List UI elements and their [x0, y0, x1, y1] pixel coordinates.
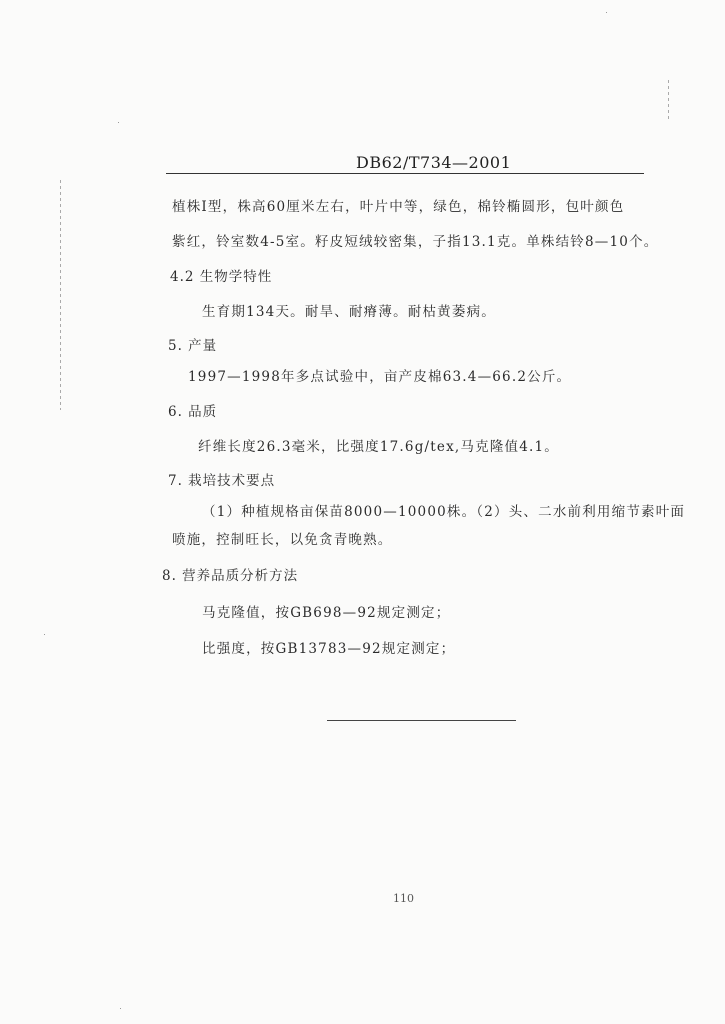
- section-text: 1997—1998年多点试验中，亩产皮棉63.4—66.2公斤。: [188, 369, 572, 385]
- scan-margin-dots: [668, 80, 669, 120]
- paragraph-line: 紫红，铃室数4-5室。籽皮短绒较密集，子指13.1克。单株结铃8—10个。: [172, 234, 659, 250]
- section-text: 喷施，控制旺长，以免贪青晚熟。: [172, 532, 393, 548]
- list-item: 马克隆值，按GB698—92规定测定；: [202, 605, 451, 621]
- section-text: 纤维长度26.3毫米，比强度17.6g/tex,马克隆值4.1。: [198, 439, 559, 455]
- paragraph-line: 植株Ⅰ型，株高60厘米左右，叶片中等，绿色，棉铃椭圆形，包叶颜色: [172, 199, 625, 215]
- section-heading-7: 7. 栽培技术要点: [168, 473, 276, 489]
- scan-speck: [44, 634, 45, 635]
- page-number: 110: [393, 892, 414, 905]
- scan-speck: [120, 1008, 121, 1009]
- scan-speck: [606, 12, 607, 13]
- end-rule: [327, 720, 516, 721]
- scan-speck: [118, 122, 119, 123]
- header-rule: [166, 173, 644, 174]
- standard-code: DB62/T734—2001: [356, 153, 512, 172]
- section-heading-5: 5. 产量: [168, 338, 218, 354]
- section-text: 生育期134天。耐旱、耐瘠薄。耐枯黄萎病。: [202, 304, 496, 320]
- list-item: 比强度，按GB13783—92规定测定；: [202, 641, 456, 657]
- section-heading-4-2: 4.2 生物学特性: [170, 269, 273, 285]
- section-heading-6: 6. 品质: [168, 404, 218, 420]
- section-text: （1）种植规格亩保苗8000—10000株。（2）头、二水前利用缩节素叶面: [202, 504, 686, 520]
- section-heading-8: 8. 营养品质分析方法: [162, 568, 299, 584]
- scan-margin-dots: [60, 180, 61, 410]
